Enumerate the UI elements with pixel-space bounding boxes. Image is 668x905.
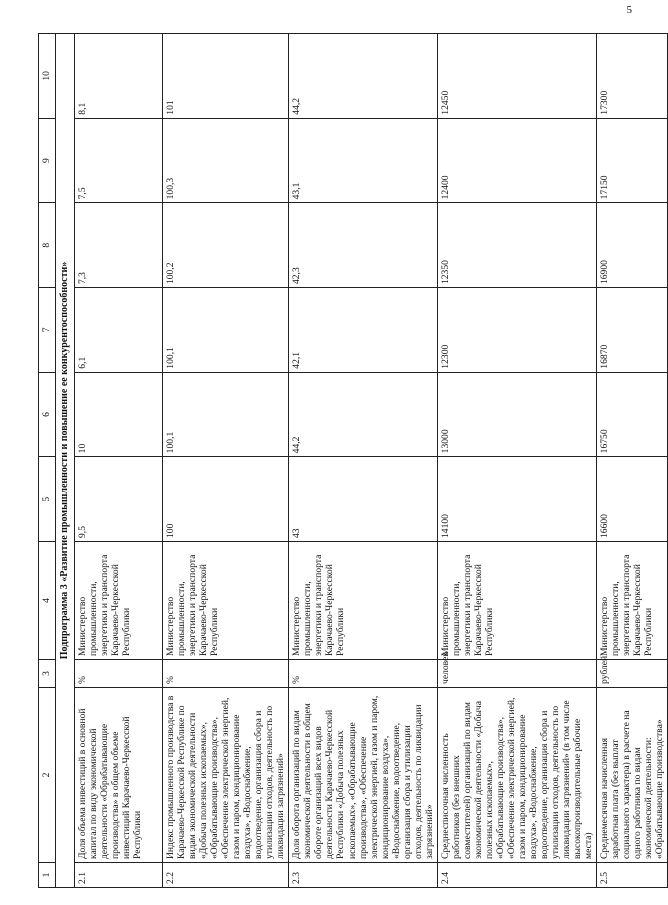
indicator-table: [38, 33, 668, 888]
value-cell: 100,1: [163, 372, 289, 457]
value-cell: 12450: [437, 34, 596, 119]
value-cell: 43,1: [289, 118, 437, 203]
value-cell: 14100: [437, 457, 596, 542]
value-cell: 100: [163, 457, 289, 542]
indicator-name: Индекс промышленного производства в Карачаево-Черкесской Республике по видам экономической деятельности «Добыча полезных ископаемых», «Обрабатывающие производства», «Обеспечение электрической энергией, газом и паром, кондиционирование воздуха», «Водоснабжение, водоотведение, организация сбора и утилизации отходов, деятельность по ликвидации загрязнений»: [163, 688, 289, 863]
column-header: 8: [39, 203, 56, 288]
executor: Министерство промышленности, энергетики и транспорта Карачаево-Черкесской Республики: [437, 542, 596, 660]
value-cell: 10: [75, 372, 163, 457]
column-header: 10: [39, 34, 56, 119]
value-cell: 44,2: [289, 34, 437, 119]
table-row: [597, 34, 668, 888]
value-cell: 12300: [437, 288, 596, 373]
table-row: [289, 34, 437, 888]
column-header: 3: [39, 660, 56, 688]
value-cell: 100,1: [163, 288, 289, 373]
unit: рублей: [597, 660, 668, 688]
executor: Министерство промышленности, энергетики и транспорта Карачаево-Черкесской Республики: [163, 542, 289, 660]
table-row: [437, 34, 596, 888]
value-cell: 100,3: [163, 118, 289, 203]
value-cell: 12350: [437, 203, 596, 288]
value-cell: 101: [163, 34, 289, 119]
value-cell: 12400: [437, 118, 596, 203]
value-cell: 7,3: [75, 203, 163, 288]
executor: Министерство промышленности, энергетики и транспорта Карачаево-Черкесской Республики: [75, 542, 163, 660]
table-row: [75, 34, 163, 888]
section-row: [56, 34, 75, 888]
unit: человек: [437, 660, 596, 688]
unit: %: [289, 660, 437, 688]
unit: %: [75, 660, 163, 688]
rotated-table-container: [38, 33, 666, 888]
value-cell: 13000: [437, 372, 596, 457]
column-header: 1: [39, 863, 56, 888]
column-number-row: [39, 34, 56, 888]
row-number: 2.3: [289, 863, 437, 888]
value-cell: 16600: [597, 457, 668, 542]
value-cell: 7,5: [75, 118, 163, 203]
unit: %: [163, 660, 289, 688]
value-cell: 42,3: [289, 203, 437, 288]
value-cell: 16870: [597, 288, 668, 373]
value-cell: 8,1: [75, 34, 163, 119]
value-cell: 43: [289, 457, 437, 542]
column-header: 5: [39, 457, 56, 542]
executor: Министерство промышленности, энергетики и транспорта Карачаево-Черкесской Республики: [597, 542, 668, 660]
column-header: 4: [39, 542, 56, 660]
value-cell: 42,1: [289, 288, 437, 373]
indicator-name: Доля объема инвестиций в основной капитал по виду экономической деятельности «Обрабатывающие производства» в общем объеме инвестиций Карачаево-Черкесской Республики: [75, 688, 163, 863]
column-header: 2: [39, 688, 56, 863]
indicator-name: Среднесписочная численность работников (без внешних совместителей) организаций по видам экономической деятельности «Добыча полезных ископаемых», «Обрабатывающие производства», «Обеспечение электрической энергией, газом и паром, кондиционирование воздуха», «Водоснабжение, водоотведение, организация сбора и утилизации отходов, деятельность по ликвидации загрязнений» (в том числе высокопроизводительные рабочие места): [437, 688, 596, 863]
row-number: 2.1: [75, 863, 163, 888]
value-cell: 100,2: [163, 203, 289, 288]
section-title: Подпрограмма 3 «Развитие промышленности и повышение ее конкурентоспособности»: [56, 34, 75, 888]
value-cell: 6,1: [75, 288, 163, 373]
value-cell: 9,5: [75, 457, 163, 542]
value-cell: 44,2: [289, 372, 437, 457]
value-cell: 17300: [597, 34, 668, 119]
page-number: 5: [626, 4, 632, 16]
row-number: 2.4: [437, 863, 596, 888]
indicator-name: Среднемесячная начисленная заработная плата (без выплат социального характера) в расчете на одного работника по видам экономической деятельности: «Обрабатывающие производства»: [597, 688, 668, 863]
value-cell: 16900: [597, 203, 668, 288]
column-header: 9: [39, 118, 56, 203]
executor: Министерство промышленности, энергетики и транспорта Карачаево-Черкесской Республики: [289, 542, 437, 660]
row-number: 2.2: [163, 863, 289, 888]
column-header: 6: [39, 372, 56, 457]
indicator-name: Доля оборота организаций по видам экономической деятельности в общем обороте организаций всех видов деятельности Карачаево-Черкесской Республики «Добыча полезных ископаемых», «Обрабатывающие производства», «Обеспечение электрической энергией, газом и паром, кондиционирование воздуха», «Водоснабжение, водоотведение, организация сбора и утилизации отходов, деятельность по ликвидации загрязнений»: [289, 688, 437, 863]
column-header: 7: [39, 288, 56, 373]
row-number: 2.5: [597, 863, 668, 888]
value-cell: 17150: [597, 118, 668, 203]
table-row: [163, 34, 289, 888]
value-cell: 16750: [597, 372, 668, 457]
